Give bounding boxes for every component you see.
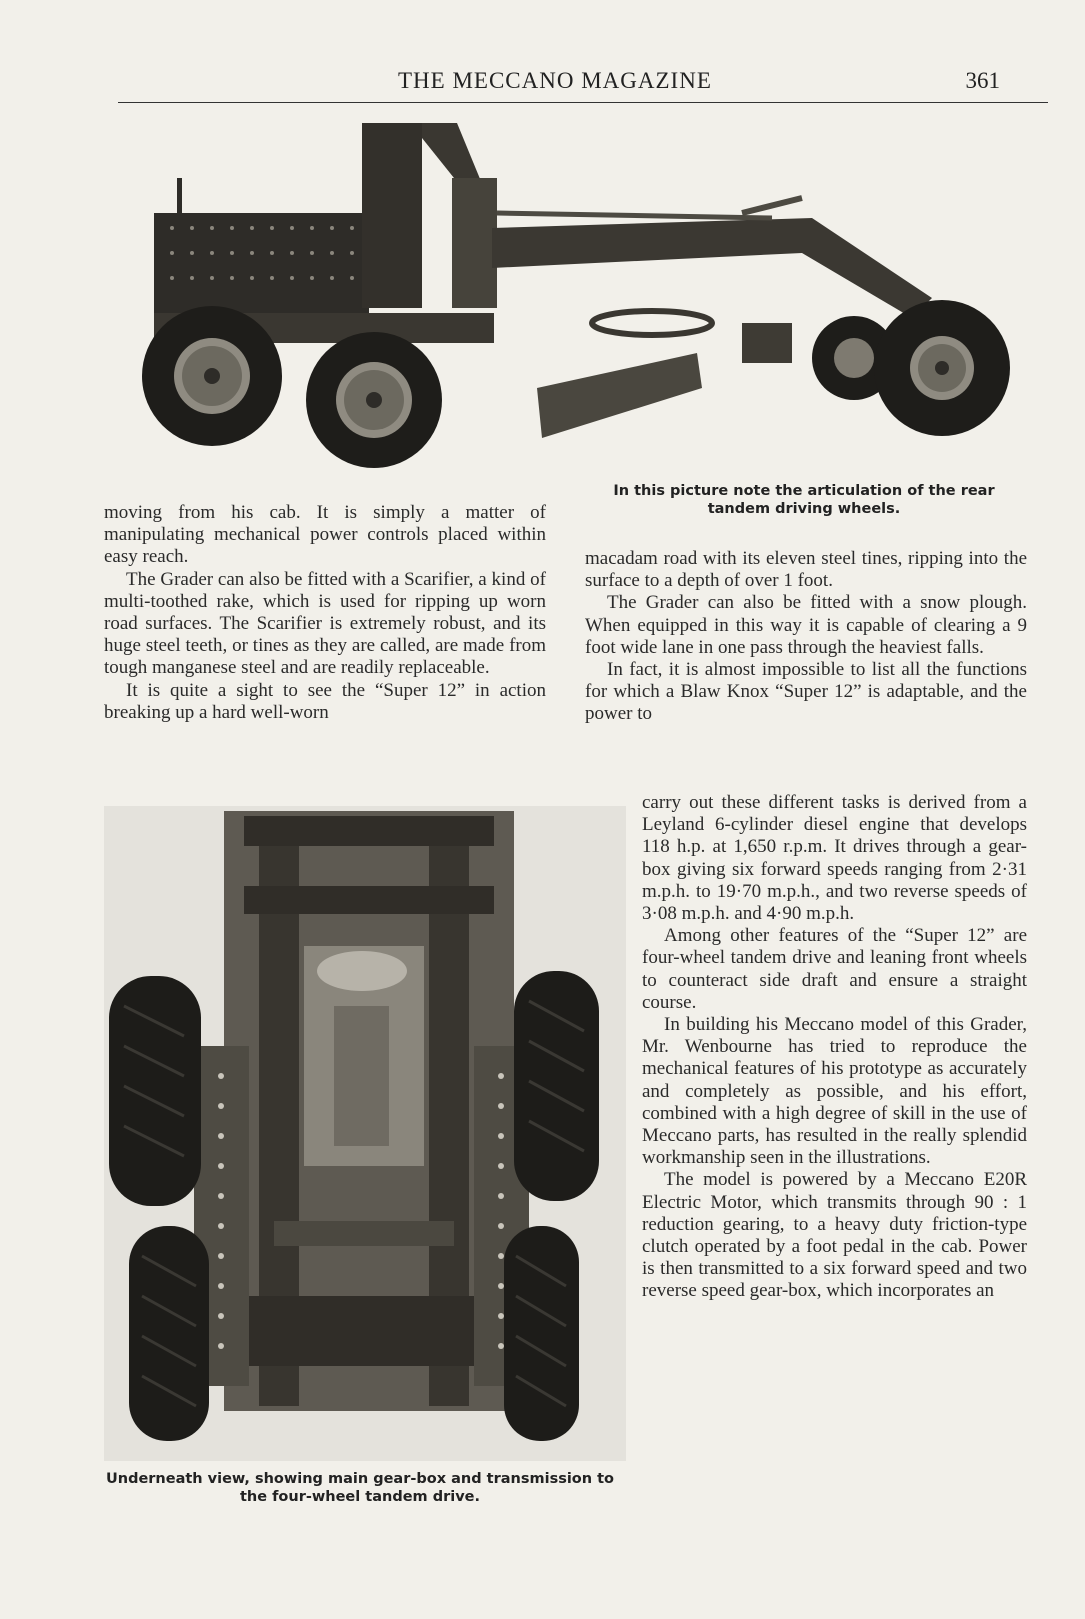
left-column-text (104, 502, 546, 724)
paragraph: The Grader can also be fitted with a snow plough. When equipped in this way it is capable of clearing a 9 foot wide lane in one pass through the heaviest falls. (585, 592, 1027, 658)
right-column-upper-text (585, 548, 1027, 726)
page-header (118, 62, 1048, 103)
grader-side-caption: In this picture note the articulation of the rear tandem driving wheels. (613, 483, 995, 517)
paragraph: moving from his cab. It is simply a matter of manipulating mechanical power controls placed within easy reach. (104, 502, 546, 568)
paragraph: macadam road with its eleven steel tines, ripping into the surface to a depth of over 1 foot. (585, 548, 1027, 592)
paragraph: In building his Meccano model of this Grader, Mr. Wenbourne has tried to reproduce the mechanical features of his prototype as accurately and completely as possible, and his effort, combined with a high degree of skill in the use of Meccano parts, has resulted in the really splendid workmanship seen in the illustrations. (642, 1014, 1027, 1169)
paragraph: Among other features of the “Super 12” are four-wheel tandem drive and leaning front wheels to counteract side draft and ensure a straight course. (642, 925, 1027, 1013)
paragraph: The model is powered by a Meccano E20R Electric Motor, which transmits through 90 : 1 reduction gearing, to a heavy duty friction-type clutch operated by a foot pedal in the cab. Power is then transmitted to a six forward speed and two reverse speed gear-box, which incorporates an (642, 1169, 1027, 1302)
right-column-lower-text (642, 792, 1027, 1303)
paragraph: carry out these different tasks is derived from a Leyland 6-cylinder diesel engine that develops 118 h.p. at 1,650 r.p.m. It drives through a gear-box giving six forward speeds ranging from 2·31 m.p.h. to 19·70 m.p.h., and two reverse speeds of 3·08 m.p.h. and 4·90 m.p.h. (642, 792, 1027, 925)
paragraph: In fact, it is almost impossible to list all the functions for which a Blaw Knox “Super 12” is adaptable, and the power to (585, 659, 1027, 725)
magazine-title: THE MECCANO MAGAZINE (398, 68, 712, 93)
page-number: 361 (965, 68, 1000, 93)
underneath-view-photo (104, 806, 626, 1461)
underneath-view-caption: Underneath view, showing main gear-box and transmission to the four-wheel tandem drive. (105, 1471, 615, 1505)
grader-side-photo (112, 118, 1022, 478)
paragraph: The Grader can also be fitted with a Scarifier, a kind of multi-toothed rake, which is used for ripping up worn road surfaces. The Scarifier is extremely robust, and its huge steel teeth, or tines as they are called, are made from tough manganese steel and are readily replaceable. (104, 568, 546, 679)
paragraph: It is quite a sight to see the “Super 12” in action breaking up a hard well-worn (104, 679, 546, 723)
